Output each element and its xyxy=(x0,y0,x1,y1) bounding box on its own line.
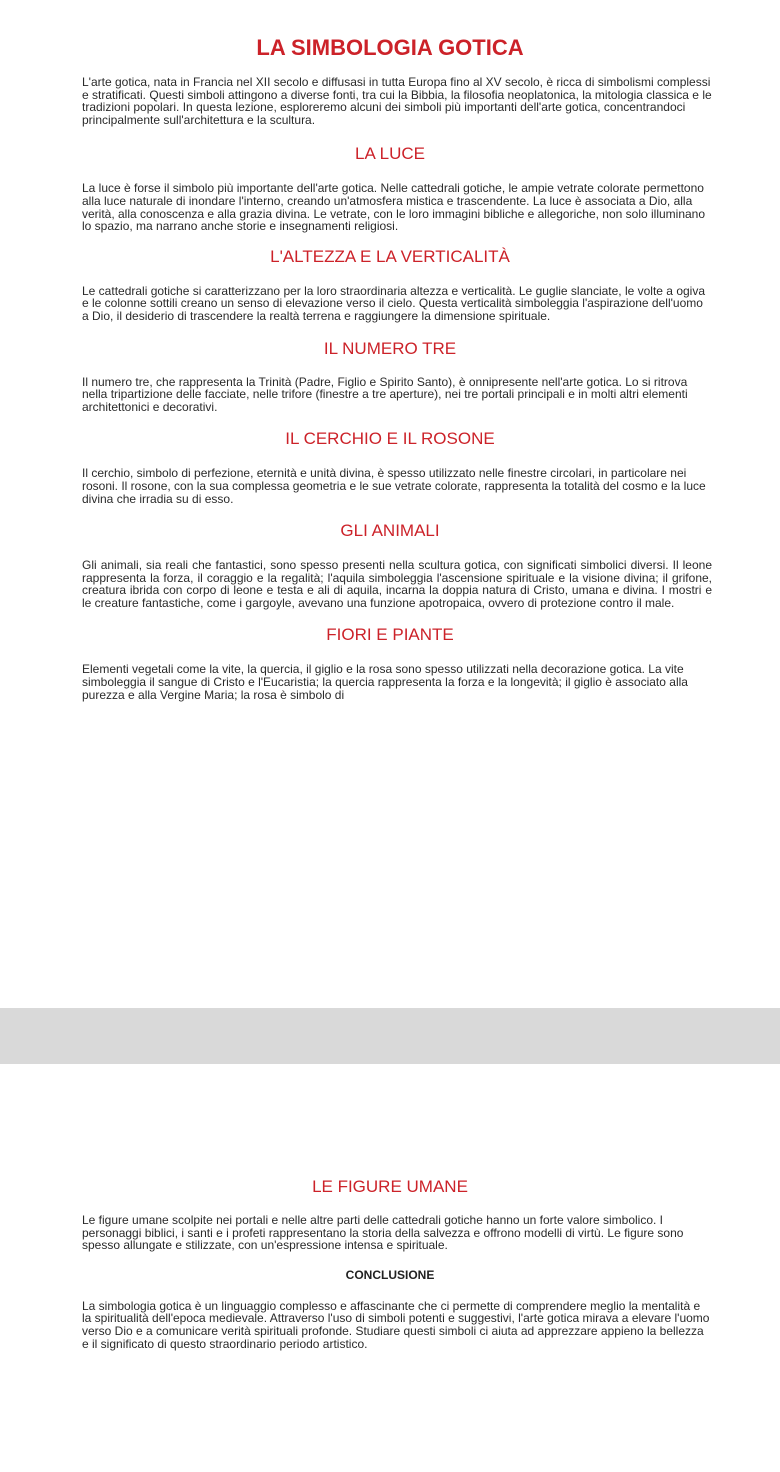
section-text-numero-tre: Il numero tre, che rappresenta la Trinità (Padre, Figlio e Spirito Santo), è onnipresente nell'arte gotica. Lo si ritrova nella tripartizione delle facciate, nelle trifore (finestre a tre aperture), nei tre portali principali e in molti altri elementi architettonici e decorativi. xyxy=(82,374,688,414)
section-heading-animali: GLI ANIMALI xyxy=(340,521,440,541)
section-text-figure-umane: Le figure umane scolpite nei portali e nelle altre parti delle cattedrali gotiche hanno un forte valore simbolico. I personaggi biblici, i santi e i profeti rappresentano la storia della salvezza e offrono modelli di virtù. Le figure sono spesso allungate e stilizzate, con un'espressione intensa e spirituale. xyxy=(82,1213,684,1253)
section-text-cerchio: Il cerchio, simbolo di perfezione, eternità e unità divina, è spesso utilizzato nelle finestre circolari, in particolare nei rosoni. Il rosone, con la sua complessa geometria e le sue vetrate colorate, rappresenta la totalità del cosmo e la luce divina che irradia su di esso. xyxy=(82,466,706,506)
section-heading-fiori: FIORI E PIANTE xyxy=(326,625,454,645)
section-text-luce: La luce è forse il simbolo più importante dell'arte gotica. Nelle cattedrali gotiche, le ampie vetrate colorate permettono alla luce naturale di inondare l'interno, creando un'atmosfera mistica e trascendente. La luce è associata a Dio, alla verità, alla conoscenza e alla grazia divina. Le vetrate, con le loro immagini bibliche e allegoriche, non solo illuminano lo spazio, ma narrano anche storie e insegnamenti religiosi. xyxy=(82,181,706,234)
intro-paragraph: L'arte gotica, nata in Francia nel XII secolo e diffusasi in tutta Europa fino al XV secolo, è ricca di simbolismi complessi e stratificati. Questi simboli attingono a diverse fonti, tra cui la Bibbia, la filosofia neoplatonica, la mitologia classica e le tradizioni popolari. In questa lezione, esploreremo alcuni dei simboli più importanti dell'arte gotica, concentrandoci principalmente sull'architettura e la scultura. xyxy=(82,75,712,127)
section-heading-figure-umane: LE FIGURE UMANE xyxy=(312,1177,468,1196)
section-text-fiori: Elementi vegetali come la vite, la quercia, il giglio e la rosa sono spesso utilizzati nella decorazione gotica. La vite simboleggia il sangue di Cristo e l'Eucaristia; la quercia rappresenta la forza e la longevità; il giglio è associato alla purezza e alla Vergine Maria; la rosa è simbolo di xyxy=(82,662,688,702)
document-page-2 xyxy=(0,1064,780,1472)
conclusion-heading: CONCLUSIONE xyxy=(345,1267,435,1282)
section-heading-numero-tre: IL NUMERO TRE xyxy=(323,338,457,358)
section-heading-altezza: L'ALTEZZA E LA VERTICALITÀ xyxy=(270,246,510,266)
conclusion-text: La simbologia gotica è un linguaggio complesso e affascinante che ci permette di comprendere meglio la mentalità e la spiritualità dell'epoca medievale. Attraverso l'uso di simboli potenti e suggestivi, l'arte gotica mirava a elevare l'uomo verso Dio e a comunicare verità spirituali profonde. Studiare questi simboli ci aiuta ad apprezzare appieno la bellezza e il significato di questo straordinario periodo artistico. xyxy=(82,1298,710,1351)
section-heading-cerchio: IL CERCHIO E IL ROSONE xyxy=(285,429,495,449)
document-title: LA SIMBOLOGIA GOTICA xyxy=(256,35,524,60)
section-heading-luce: LA LUCE xyxy=(355,144,425,164)
section-text-animali: Gli animali, sia reali che fantastici, sono spesso presenti nella scultura gotica, con significati simbolici diversi. Il leone rappresenta la forza, il coraggio e la regalità; l'aquila simboleggia l'ascensione spirituale e la visione divina; il grifone, creatura ibrida con corpo di leone e testa e ali di aquila, incarna la doppia natura di Cristo, umana e divina. I mostri e le creature fantastiche, come i gargoyle, avevano una funzione apotropaica, ovvero di protezione contro il male. xyxy=(82,558,712,610)
section-text-altezza: Le cattedrali gotiche si caratterizzano per la loro straordinaria altezza e verticalità. Le guglie slanciate, le volte a ogiva e le colonne sottili creano un senso di elevazione verso il cielo. Questa verticalità simboleggia l'aspirazione dell'uomo a Dio, il desiderio di trascendere la realtà terrena e raggiungere la dimensione spirituale. xyxy=(82,283,706,323)
page-break-gap xyxy=(0,1008,780,1064)
